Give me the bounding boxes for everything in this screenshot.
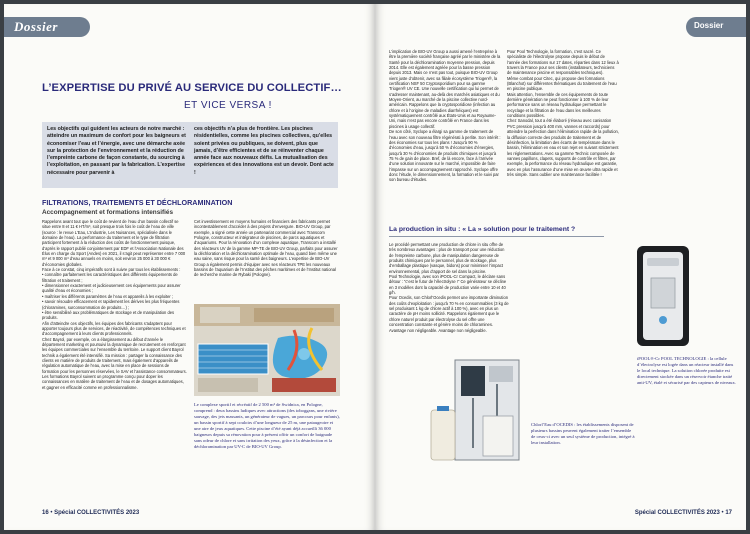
publication-name-right: Spécial COLLECTIVITÉS 2023 xyxy=(634,510,720,516)
body-column-1: Rappelons avant tout que le coût de revient de l’eau d’un bassin collectif se situe entre 8 et 11 € HT/m³, soit presque trois fois le coût de l’eau de ville (source : le revue L’Eau, L’Industrie, Les Nuisances, spécialisée dans le domaine de l’eau). La performance du traitement et le type de filtration participent fortement à la réduction des coûts de fonctionnement puisque, d’après le rapport publié conjointement par EDF et l’Association Nationale des Élus en charge du Sport (Andes) en 2021, il s’agit peut représenter entre 7 000 m³ et 9 000 m³ d’eau annuels en moins, soit environ 25 000 à 30 000 € d’économies globales. Face à ce constat, cinq impératifs sont à suivre par tous les établissements : • connaître parfaitement les caractéristiques des différents équipements de filtration et traitement ; • dimensionner exactement et judicieusement ces équipements pour assurer qualité d’eau et économies ; • maîtriser les différents paramètres de l’eau et appareils à les exploiter ; • savoir résoudre efficacement et rapidement les dérives les plus fréquentes (chloramines, surconsommation de produits…) ; • être sensibilisé aux problématiques de stockage et de manipulation des produits. Afin d’atteindre ces objectifs, les équipes des fabricants s’adaptent pour apporter toujours plus de services, de réactivité, de compétences techniques et d’accompagnement à leurs clients professionnels. Chez Bayrol, par exemple, on a élargissement au début d’année le département marketing et poursuivi la dynamique de recrutement en renforçant les équipes commerciales sur l’ensemble du territoire. Le support client Bayrol technik a également été intensifié. Sa mission : partager la connaissance des clients en matière de produits de traitement, mais également d’appareils de régulation automatique de l’eau, avec la mise en place de sessions de formation pour les personnes réservées, le SAV et l’assistance consommateurs. Les formations Bayrol suivent un programme conçu pour doper les connaissances en matière de traitement de l’eau et de dosages automatiques, et gagner en efficacité comme en professionnalisme. xyxy=(42,219,187,390)
section-heading: FILTRATIONS, TRAITEMENTS ET DÉCHLORAMINATION xyxy=(42,198,233,207)
section-subheading: Accompagnement et formations intensifiés xyxy=(42,209,174,216)
left-page xyxy=(4,4,375,530)
section-tab xyxy=(4,17,90,37)
page-footer-right: Spécial COLLECTIVITÉS 2023 • 17 xyxy=(634,510,732,516)
chlorine-production-system-photo xyxy=(427,356,523,466)
article-title: L’EXPERTISE DU PRIVÉ AU SERVICE DU COLLECTIF… xyxy=(42,82,342,94)
page-footer-left: 16 • Spécial COLLECTIVITÉS 2023 xyxy=(42,510,140,516)
right-column-1: L’implication de BIO-UV Group a aussi amené l’entreprise à être la première société française agréé par le ministère de la Santé pour la déchloramination moyenne pression, depuis 2014. Elle est également agréée pour la basse pression depuis 2013. Mais ce n’est pas tout, puisque BIO-UV Group vient juste d’obtenir, avec sa filiale écosystème Triogen®, la certification NSF 50 Cryptosporidium pour sa gamme Triogen® UV CE. Une nouvelle certification qui lui permet de s’adresser maintenant, au-delà des marchés asiatiques et du Moyen-Orient, au marché de la piscine collective nord-américain. Rappelons que la cryptosporidiose (infection au chlore et à l’origine de maladies diarrhéiques) est systématiquement contrôlé aux États-Unis et au Royaume-Uni, mais n’est pas encore contrôlé en France dans les piscines à usage collectif. De son côté, Syclope a élargi sa gamme de traitement de l’eau avec son nouveau filtre régénérati à perlite. Son intérêt : des économies sur tous les plans ! Jusqu’à 90 % d’économies d’eau, jusqu’à 50 % d’économies d’énergies, jusqu’à 30 % d’économies de produits chimiques et jusqu’à 75 % de gain de place. Bref, de là encore, face à l’arrivée d’une solution innovante sur le marché, impossible de faire l’impasse sur un accompagnement rapproché. Syclope offre donc l’étude, le dimensionnement, la formation et le suivi par son bureau d’études. xyxy=(389,49,501,183)
box-body: Le procédé permettant une production de chlore in situ offre de très nombreux avantages : plus de transport pour une réduction de l’empreinte carbone, plus de manipulation dangereuse de produits chimiques par le personnel, plus de stockage, plus d’emballage plastique (vasque, bidons) pour minimiser l’impact environnemental, plus d’apport de sel dans la piscine. Pool Technologie, avec son iPOOL-Cr Compact, le déclare sans détour : “c’est le futur de l’électrolyse !” Ce générateur se décline en 3 modèles dont la capacité de production varie entre 10 et 40 g/h. Pour Ocedis, son Chlorl’Ocedis permet une importante diminution des coûts d’exploitation : jusqu’à 70 % en consommables (3 kg de sel produisant 1 kg de chlore actif à 100 %), avec en plus un caractère de pH moins sollicité. Rappelons également que le chlore naturel produit par électrolyse du sel offre une concentration constante et génère moins de chloramines. Avantage non négligeable. Avantage non négligeable. xyxy=(389,242,509,333)
page-number-right: 17 xyxy=(725,510,732,516)
lead-text-col2: ces objectifs n’a plus de frontière. Les piscines résidentielles, comme les piscines collectives, qu’elles soient privées ou publiques, se doivent, plus que jamais, d’être efficientes et de se réinventer chaque année face aux nouveaux défis. La mutualisation des expériences et des innovations est un devoir. Dont acte ! xyxy=(194,126,334,176)
aquatic-center-photo xyxy=(194,304,340,396)
right-column-2: Pour Pool Technologie, la formation, c’est sacré. Ce spécialiste de l’électrolyse propose depuis le début de l’année des formations sur 17 dates, réparties dans 12 lieux à travers la France pour ses clients (installateurs, techniciens de maintenance piscine et responsables techniques). Même combat pour Citec, qui propose des formations (Blanchot) sur différentes thématiques du traitement de l’eau en piscine publique. Mais attention, l’ensemble de ces équipements de toute dernière génération ne peut fonctionner à 100 % de leur performance sans un réseau hydraulique permettant le recyclage et la filtration de l’eau dans les meilleures conditions possibles. Chez Sanodal, tout a été élaboré (réseau avec canisation PVC pression jusqu’à 400 mm, vannes et raccords) pour atteindre la perfection dans l’élimination rapide de la pollution, la diffusion correcte des produits de traitement et de désinfection, la limitation des écarts de température dans le bassin, l’élimination en eau et son rejet en suivant strictement les réglementations. Avec sa gamme Technic composée de vannes papillons, clapets, supports de contrôle et filtres, par exemple, la performance du réseau hydraulique est garantie, avec en plus l’assurance d’une mise en œuvre ultra rapide et très simple. Sans oublier une maintenance facilitée ! xyxy=(507,49,619,177)
section-tab-right-label: Dossier xyxy=(694,21,724,30)
heading-rule xyxy=(389,236,604,237)
magazine-spread xyxy=(4,4,746,530)
box-heading: La production in situ : « La » solution pour le traitement ? xyxy=(389,226,576,233)
right-page xyxy=(375,4,746,530)
publication-name: Spécial COLLECTIVITÉS 2023 xyxy=(54,510,140,516)
body-column-2: Cet investissement en moyens humains et financiers des fabricants permet incontestablement d’accéder à des projets d’envergure. BIO-UV Group, par exemple, a signé cette année un partenariat commercial avec Transcom Pologne, constructeur et intégrateur de piscines, de parcs aquatiques et d’aquariums. Pour la rénovation d’un complexe aquatique, Transcom a installé des réacteurs UV de la gamme MP-TE de BIO-UV Group, parfaits pour assurer la déchloration et la déchloramination optimale de l’eau, quand bien même une eau saine, sans risque pour la santé des baigneurs. L’expertise de BIO-UV Group a également permis d’équiper avec ses réacteurs TPE les nouveaux bassins de l’aquarium de l’Institut des pêches maritimes et de l’Institut national de recherche marine de Rybaki (Pologne). xyxy=(194,219,339,278)
lead-text-col1: Les objectifs qui guident les acteurs de notre marché : atteindre un maximum de confort pour les baigneurs et économiser l’eau et l’énergie, avec une démarche axée sur la protection de l’environnement et la réduction de l’empreinte carbone de façon constante, du sourcing à l’exploitation, en passant par la fabrication. L’expertise nécessaire pour parvenir à xyxy=(47,126,186,176)
photo-caption: Le complexe sportif et récréatif de 2 500 m² de Swidnica, en Pologne, comprend : deux bassins ludiques avec attractions (des toboggans, une rivière sauvage, des jets massants, un générateur de vagues, un parcours pour enfants), un bassin sportif à sept couloirs d’une longueur de 25 m, une pataugeoire et une aire de jeux aquatiques. Cette piscine d’été ayant déjà accueilli 36 000 baigneurs depuis sa rénovation pour à présent offrir un confort de baignade sans odeur de chlore et sans irritation des yeux, grâce à la désinfection et la déchloramination par UV-C de BIO-UV Group. xyxy=(194,402,340,449)
article-subtitle: ET VICE VERSA ! xyxy=(184,100,272,111)
electrolysis-unit-photo xyxy=(625,240,699,350)
page-number: 16 xyxy=(42,510,49,516)
lead-box xyxy=(42,122,338,188)
section-tab-label: Dossier xyxy=(14,19,58,34)
caption-pool-technologie: iPOOL®-Cr POOL TECHNOLOGIE : la cellule d’électrolyse est logée dans un réacteur installé dans le local technique. La solution chlorée produite est directement stockée dans un réservoir étanche traité anti-UV, étalé et sécurisé par des capteurs de niveaux. xyxy=(637,356,736,385)
caption-ocedis: Chlorl’Eau d’OCEDIS : les établissements disposent de plusieurs bassins peuvent également traiter l’ensemble de ceux-ci avec un seul système de production, intégré à leur installation. xyxy=(531,422,635,445)
section-tab-right xyxy=(686,17,746,37)
